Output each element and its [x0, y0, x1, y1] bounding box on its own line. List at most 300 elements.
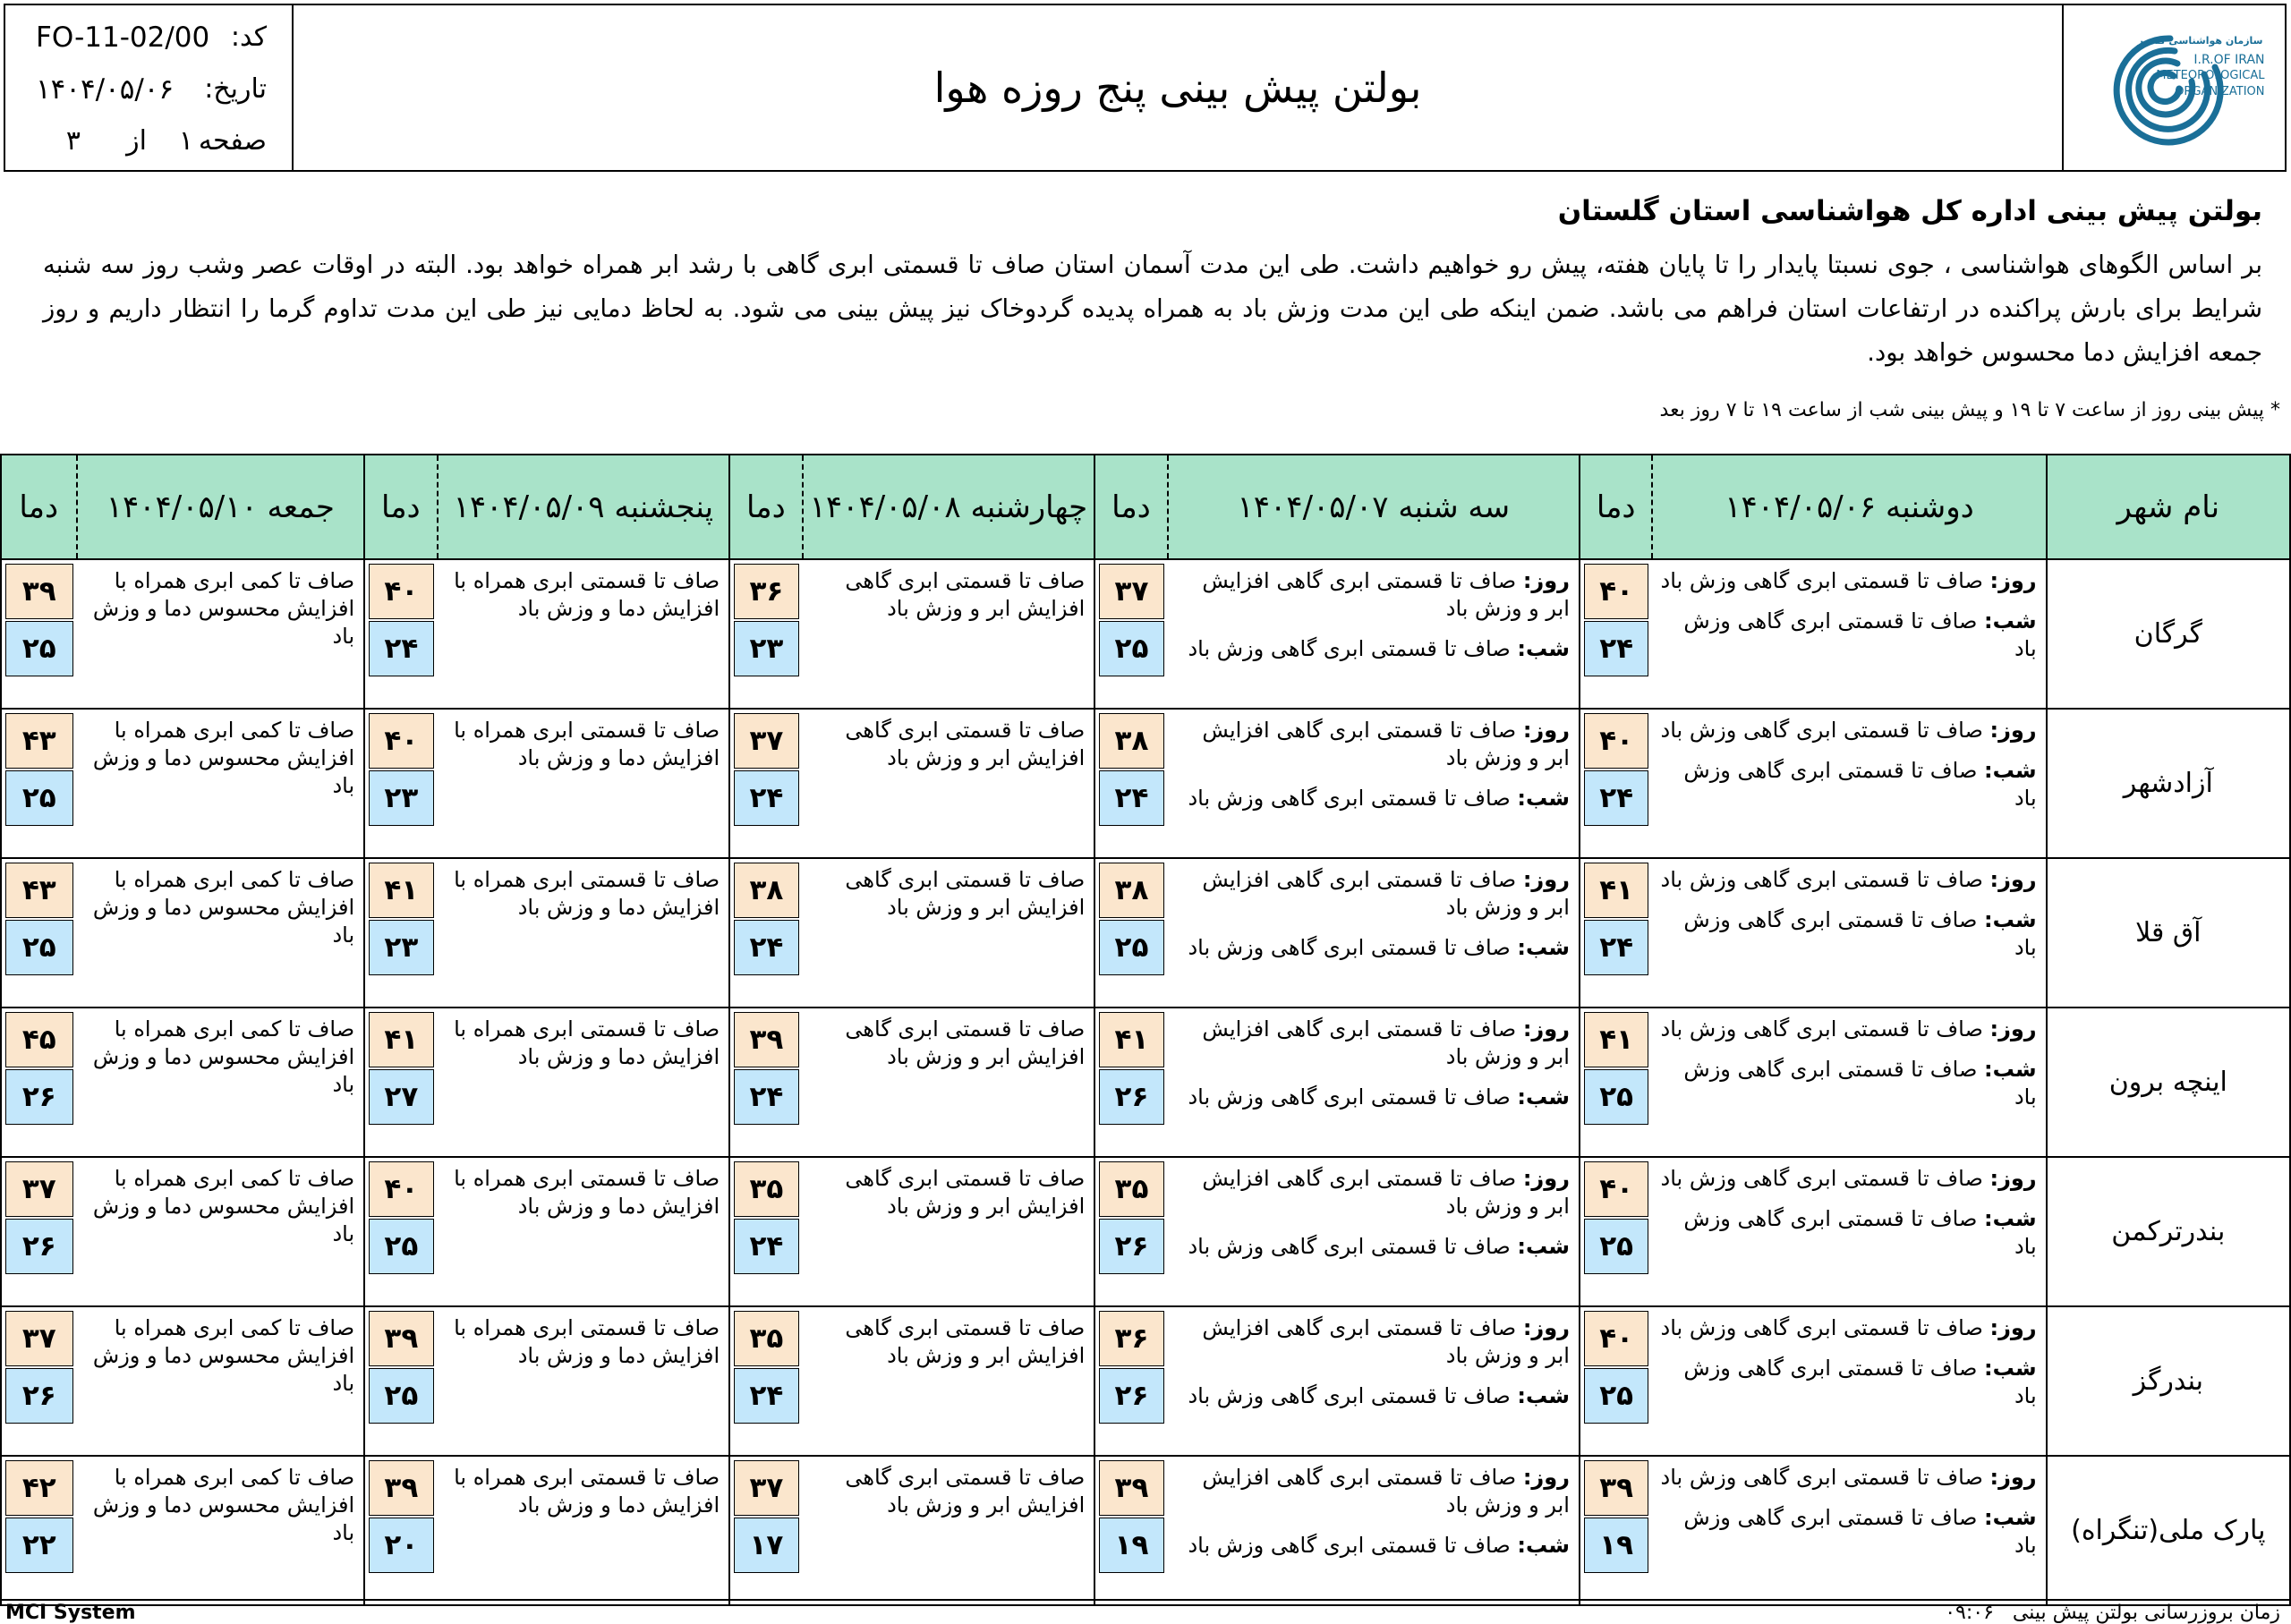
day-label: روز:: [1522, 1166, 1570, 1191]
max-temp: ۴۱: [369, 863, 433, 918]
day-forecast: [1175, 1016, 1570, 1071]
forecast-text: صاف تا قسمتی ابری گاهی افزایش ابر و وزش باد: [845, 1016, 1086, 1069]
night-forecast: [1175, 934, 1570, 962]
day-forecast: [1175, 567, 1570, 623]
temperature-cell: [364, 858, 437, 1008]
temperature-cell: [364, 1306, 437, 1456]
night-forecast: [1659, 1056, 2036, 1111]
day-forecast-text: صاف تا قسمتی ابری گاهی افزایش ابر و وزش باد: [1202, 1465, 1570, 1518]
forecast-description: [77, 1157, 365, 1306]
forecast-description: [803, 1008, 1095, 1157]
forecast-description: [1652, 559, 2046, 709]
night-forecast: [1175, 785, 1570, 812]
logo-text-fa: سازمان هواشناسی کشور: [2137, 35, 2263, 47]
day-forecast: [1659, 866, 2036, 894]
min-temp: ۲۴: [1584, 770, 1648, 826]
min-temp: ۲۳: [734, 621, 798, 676]
temperature-cell: [729, 858, 802, 1008]
city-name: بندرگز: [2047, 1306, 2290, 1456]
min-temp: ۲۶: [1099, 1368, 1163, 1424]
table-row: [1, 1456, 2290, 1605]
max-temp: ۳۹: [1099, 1460, 1163, 1516]
temperature-cell: [1580, 1456, 1652, 1605]
day-header-5: جمعه ۱۴۰۴/۰۵/۱۰: [77, 455, 365, 559]
day-forecast-text: صاف تا قسمتی ابری گاهی وزش باد: [1660, 1465, 1983, 1490]
forecast-description: [1652, 1008, 2046, 1157]
temperature-cell: [1580, 709, 1652, 858]
max-temp: ۴۲: [5, 1460, 73, 1516]
day-forecast-text: صاف تا قسمتی ابری گاهی افزایش ابر و وزش باد: [1202, 1166, 1570, 1219]
temperature-cell: [364, 1008, 437, 1157]
temperature-cell: [1580, 1157, 1652, 1306]
night-forecast-text: صاف تا قسمتی ابری گاهی وزش باد: [1683, 1505, 2037, 1558]
day-forecast: [1659, 1016, 2036, 1043]
bulletin-header: [4, 4, 2287, 172]
forecast-text: صاف تا قسمتی ابری همراه با افزایش دما و وزش باد: [454, 1315, 720, 1368]
temperature-cell: [729, 1008, 802, 1157]
temperature-cell: [729, 709, 802, 858]
night-forecast: [1175, 1532, 1570, 1560]
max-temp: ۳۹: [5, 564, 73, 619]
day-label: روز:: [1522, 1315, 1570, 1340]
max-temp: ۴۳: [5, 713, 73, 769]
day-forecast-text: صاف تا قسمتی ابری گاهی افزایش ابر و وزش باد: [1202, 568, 1570, 621]
code-value: FO-11-02/00: [36, 21, 210, 54]
forecast-text: صاف تا کمی ابری همراه با افزایش محسوس دما و وزش باد: [92, 1016, 355, 1097]
table-row: [1, 559, 2290, 709]
temperature-cell: [364, 559, 437, 709]
forecast-text: صاف تا قسمتی ابری همراه با افزایش دما و وزش باد: [454, 718, 720, 770]
forecast-text: صاف تا کمی ابری همراه با افزایش محسوس دما و وزش باد: [92, 718, 355, 798]
night-label: شب:: [1517, 935, 1570, 960]
max-temp: ۴۱: [1584, 1012, 1648, 1067]
min-temp: ۲۶: [5, 1219, 73, 1274]
organization-logo: [2064, 5, 2285, 170]
night-forecast-text: صاف تا قسمتی ابری گاهی وزش باد: [1188, 1234, 1511, 1259]
table-row: [1, 709, 2290, 858]
max-temp: ۴۳: [5, 863, 73, 918]
night-forecast: [1659, 906, 2036, 962]
min-temp: ۲۶: [1099, 1069, 1163, 1125]
logo-text-line3: ORGANIZATION: [2175, 85, 2265, 98]
forecast-description: [803, 559, 1095, 709]
max-temp: ۳۷: [5, 1311, 73, 1366]
forecast-time-note: * پیش بینی روز از ساعت ۷ تا ۱۹ و پیش بینی شب از ساعت ۱۹ تا ۷ روز بعد: [1659, 399, 2280, 421]
page-current: ۱: [178, 125, 193, 157]
logo-text-line2: METEOROLOGICAL: [2156, 69, 2265, 82]
night-label: شب:: [1984, 758, 2037, 783]
forecast-text: صاف تا قسمتی ابری همراه با افزایش دما و وزش باد: [454, 1465, 720, 1518]
temperature-cell: [1, 1306, 77, 1456]
temperature-cell: [364, 709, 437, 858]
forecast-text: صاف تا کمی ابری همراه با افزایش محسوس دما و وزش باد: [92, 568, 355, 649]
day-label: روز:: [1989, 1315, 2037, 1340]
night-forecast-text: صاف تا قسمتی ابری گاهی وزش باد: [1683, 907, 2037, 960]
forecast-text: صاف تا قسمتی ابری گاهی افزایش ابر و وزش باد: [845, 1315, 1086, 1368]
min-temp: ۲۴: [734, 1219, 798, 1274]
day-header-4: پنجشنبه ۱۴۰۴/۰۵/۰۹: [438, 455, 730, 559]
min-temp: ۲۶: [5, 1069, 73, 1125]
day-label: روز:: [1989, 1465, 2037, 1490]
forecast-text: صاف تا قسمتی ابری همراه با افزایش دما و وزش باد: [454, 867, 720, 920]
intro-title: بولتن پیش بینی اداره کل هواشناسی استان گلستان: [1557, 195, 2262, 227]
forecast-description: [803, 709, 1095, 858]
night-forecast-text: صاف تا قسمتی ابری گاهی وزش باد: [1683, 758, 2037, 811]
forecast-text: صاف تا قسمتی ابری گاهی افزایش ابر و وزش باد: [845, 1166, 1086, 1219]
min-temp: ۲۴: [1584, 621, 1648, 676]
forecast-text: صاف تا کمی ابری همراه با افزایش محسوس دما و وزش باد: [92, 867, 355, 948]
max-temp: ۴۰: [369, 564, 433, 619]
forecast-description: [77, 858, 365, 1008]
forecast-description: [1168, 559, 1580, 709]
night-forecast-text: صاف تا قسمتی ابری گاهی وزش باد: [1683, 1356, 2037, 1408]
max-temp: ۳۹: [1584, 1460, 1648, 1516]
min-temp: ۲۴: [369, 621, 433, 676]
day-label: روز:: [1989, 867, 2037, 892]
intro-text: بر اساس الگوهای هواشناسی ، جوی نسبتا پایدار را تا پایان هفته، پیش رو خواهیم داشت. طی این مدت آسمان استان صاف تا قسمتی ابری گاهی با رشد ابر همراه خواهد بود. البته در اوقات عصر وشب روز سه شنبه شرایط برای بارش پراکنده در ارتفاعات استان فراهم می باشد. ضمن اینکه طی این مدت وزش باد به همراه پدیده گردوخاک نیز پیش بینی می شود. به لحاظ دمایی نیز طی این مدت تداوم گرما را انتظار داریم و روز جمعه افزایش دما محسوس خواهد بود.: [43, 251, 2262, 367]
temp-header-5: دما: [1, 455, 77, 559]
min-temp: ۲۴: [1584, 920, 1648, 975]
forecast-text: صاف تا قسمتی ابری گاهی افزایش ابر و وزش باد: [845, 867, 1086, 920]
night-label: شب:: [1984, 1206, 2037, 1231]
day-label: روز:: [1522, 1016, 1570, 1042]
night-forecast-text: صاف تا قسمتی ابری گاهی وزش باد: [1683, 1206, 2037, 1259]
day-forecast-text: صاف تا قسمتی ابری گاهی افزایش ابر و وزش باد: [1202, 1016, 1570, 1069]
forecast-description: [803, 1157, 1095, 1306]
temperature-cell: [1, 858, 77, 1008]
day-forecast: [1659, 717, 2036, 744]
temp-header-3: دما: [729, 455, 802, 559]
page-title: بولتن پیش بینی پنج روزه هوا: [294, 5, 2064, 170]
max-temp: ۳۹: [369, 1311, 433, 1366]
day-forecast: [1175, 1314, 1570, 1370]
max-temp: ۳۶: [734, 564, 798, 619]
max-temp: ۳۵: [734, 1161, 798, 1217]
forecast-description: [1168, 1008, 1580, 1157]
max-temp: ۳۸: [1099, 863, 1163, 918]
table-row: [1, 1306, 2290, 1456]
max-temp: ۴۰: [1584, 713, 1648, 769]
forecast-text: صاف تا کمی ابری همراه با افزایش محسوس دما و وزش باد: [92, 1315, 355, 1396]
night-forecast: [1175, 1233, 1570, 1261]
max-temp: ۳۵: [1099, 1161, 1163, 1217]
min-temp: ۲۶: [1099, 1219, 1163, 1274]
min-temp: ۲۴: [734, 1368, 798, 1424]
table-row: [1, 858, 2290, 1008]
city-name: بندرترکمن: [2047, 1157, 2290, 1306]
max-temp: ۳۸: [734, 863, 798, 918]
min-temp: ۲۴: [734, 920, 798, 975]
temp-header-4: دما: [364, 455, 437, 559]
day-label: روز:: [1522, 568, 1570, 593]
night-label: شب:: [1984, 907, 2037, 932]
city-name: پارک ملی(تنگراه): [2047, 1456, 2290, 1605]
min-temp: ۲۴: [1099, 770, 1163, 826]
day-label: روز:: [1522, 718, 1570, 743]
min-temp: ۲۵: [5, 770, 73, 826]
forecast-text: صاف تا قسمتی ابری گاهی افزایش ابر و وزش باد: [845, 1465, 1086, 1518]
table-row: [1, 1008, 2290, 1157]
night-label: شب:: [1517, 1234, 1570, 1259]
temperature-cell: [1, 709, 77, 858]
day-forecast-text: صاف تا قسمتی ابری گاهی افزایش ابر و وزش باد: [1202, 867, 1570, 920]
night-label: شب:: [1517, 1084, 1570, 1110]
night-forecast: [1659, 757, 2036, 812]
forecast-text: صاف تا قسمتی ابری همراه با افزایش دما و وزش باد: [454, 1166, 720, 1219]
min-temp: ۱۷: [734, 1518, 798, 1573]
table-row: [1, 1157, 2290, 1306]
temperature-cell: [1, 1456, 77, 1605]
min-temp: ۲۳: [369, 920, 433, 975]
night-forecast: [1659, 1504, 2036, 1560]
day-forecast-text: صاف تا قسمتی ابری گاهی وزش باد: [1660, 1315, 1983, 1340]
day-header-2: سه شنبه ۱۴۰۴/۰۵/۰۷: [1168, 455, 1580, 559]
day-forecast-text: صاف تا قسمتی ابری گاهی وزش باد: [1660, 1166, 1983, 1191]
forecast-description: [77, 709, 365, 858]
day-forecast-text: صاف تا قسمتی ابری گاهی افزایش ابر و وزش باد: [1202, 1315, 1570, 1368]
city-name: آق قلا: [2047, 858, 2290, 1008]
forecast-text: صاف تا کمی ابری همراه با افزایش محسوس دما و وزش باد: [92, 1465, 355, 1545]
night-forecast-text: صاف تا قسمتی ابری گاهی وزش باد: [1683, 608, 2037, 661]
min-temp: ۲۵: [1584, 1368, 1648, 1424]
day-label: روز:: [1522, 1465, 1570, 1490]
max-temp: ۳۷: [734, 713, 798, 769]
forecast-description: [1652, 1306, 2046, 1456]
night-forecast: [1175, 1382, 1570, 1410]
temperature-cell: [729, 559, 802, 709]
max-temp: ۳۸: [1099, 713, 1163, 769]
update-label: زمان بروزرسانی بولتن پیش بینی: [2012, 1602, 2280, 1624]
forecast-description: [438, 1008, 730, 1157]
day-forecast: [1175, 1464, 1570, 1519]
max-temp: ۴۱: [369, 1012, 433, 1067]
day-forecast-text: صاف تا قسمتی ابری گاهی افزایش ابر و وزش باد: [1202, 718, 1570, 770]
min-temp: ۲۵: [1584, 1219, 1648, 1274]
max-temp: ۴۰: [369, 713, 433, 769]
temperature-cell: [1, 559, 77, 709]
forecast-description: [1652, 858, 2046, 1008]
day-forecast: [1175, 717, 1570, 772]
night-label: شب:: [1984, 1356, 2037, 1381]
day-forecast: [1659, 1464, 2036, 1492]
system-name: MCI System: [5, 1602, 136, 1624]
code-label: کد:: [230, 21, 267, 53]
forecast-text: صاف تا قسمتی ابری گاهی افزایش ابر و وزش باد: [845, 568, 1086, 621]
night-forecast-text: صاف تا قسمتی ابری گاهی وزش باد: [1188, 786, 1511, 811]
temperature-cell: [1580, 1008, 1652, 1157]
min-temp: ۲۴: [734, 1069, 798, 1125]
night-label: شب:: [1984, 608, 2037, 633]
date-value: ۱۴۰۴/۰۵/۰۶: [36, 73, 175, 106]
min-temp: ۲۵: [1099, 621, 1163, 676]
temperature-cell: [729, 1306, 802, 1456]
min-temp: ۱۹: [1584, 1518, 1648, 1573]
day-label: روز:: [1522, 867, 1570, 892]
update-time: [1945, 1602, 2280, 1624]
temperature-cell: [729, 1456, 802, 1605]
temperature-cell: [1094, 559, 1167, 709]
min-temp: ۲۵: [1099, 920, 1163, 975]
day-forecast: [1175, 1165, 1570, 1220]
forecast-description: [803, 1456, 1095, 1605]
day-header-1: دوشنبه ۱۴۰۴/۰۵/۰۶: [1652, 455, 2046, 559]
date-row: [5, 73, 292, 118]
temp-header-2: دما: [1094, 455, 1167, 559]
temperature-cell: [1094, 1157, 1167, 1306]
day-forecast: [1175, 866, 1570, 922]
forecast-description: [1168, 1306, 1580, 1456]
max-temp: ۳۷: [5, 1161, 73, 1217]
temperature-cell: [1, 1157, 77, 1306]
max-temp: ۳۶: [1099, 1311, 1163, 1366]
night-forecast: [1659, 608, 2036, 663]
night-label: شب:: [1517, 1533, 1570, 1558]
date-label: تاریخ:: [204, 73, 267, 105]
night-label: شب:: [1517, 636, 1570, 661]
min-temp: ۲۶: [5, 1368, 73, 1424]
min-temp: ۲۳: [369, 770, 433, 826]
min-temp: ۲۵: [5, 621, 73, 676]
day-forecast-text: صاف تا قسمتی ابری گاهی وزش باد: [1660, 867, 1983, 892]
forecast-description: [1168, 858, 1580, 1008]
day-label: روز:: [1989, 568, 2037, 593]
page-total: ۳: [65, 125, 81, 157]
day-header-3: چهارشنبه ۱۴۰۴/۰۵/۰۸: [803, 455, 1095, 559]
night-label: شب:: [1517, 786, 1570, 811]
forecast-description: [1168, 709, 1580, 858]
day-label: روز:: [1989, 1016, 2037, 1042]
temperature-cell: [729, 1157, 802, 1306]
forecast-description: [438, 559, 730, 709]
city-name: اینچه برون: [2047, 1008, 2290, 1157]
footer-divider: [0, 1599, 2291, 1601]
forecast-table: [0, 454, 2291, 1606]
max-temp: ۴۰: [1584, 1311, 1648, 1366]
city-header: نام شهر: [2047, 455, 2290, 559]
max-temp: ۴۵: [5, 1012, 73, 1067]
forecast-description: [438, 709, 730, 858]
min-temp: ۲۵: [1584, 1069, 1648, 1125]
forecast-rows: [1, 559, 2290, 1605]
max-temp: ۴۰: [1584, 1161, 1648, 1217]
forecast-description: [803, 1306, 1095, 1456]
forecast-description: [77, 1008, 365, 1157]
max-temp: ۴۱: [1099, 1012, 1163, 1067]
forecast-description: [438, 858, 730, 1008]
temp-header-1: دما: [1580, 455, 1652, 559]
forecast-description: [1168, 1456, 1580, 1605]
forecast-text: صاف تا قسمتی ابری گاهی افزایش ابر و وزش باد: [845, 718, 1086, 770]
forecast-description: [803, 858, 1095, 1008]
forecast-text: صاف تا قسمتی ابری همراه با افزایش دما و وزش باد: [454, 568, 720, 621]
forecast-description: [77, 559, 365, 709]
day-label: روز:: [1989, 1166, 2037, 1191]
min-temp: ۲۵: [369, 1368, 433, 1424]
temperature-cell: [364, 1456, 437, 1605]
night-forecast-text: صاف تا قسمتی ابری گاهی وزش باد: [1683, 1057, 2037, 1110]
day-forecast: [1659, 567, 2036, 595]
min-temp: ۲۵: [5, 920, 73, 975]
forecast-description: [1652, 709, 2046, 858]
night-forecast-text: صاف تا قسمتی ابری گاهی وزش باد: [1188, 1533, 1511, 1558]
night-forecast-text: صاف تا قسمتی ابری گاهی وزش باد: [1188, 1084, 1511, 1110]
min-temp: ۲۰: [369, 1518, 433, 1573]
night-label: شب:: [1984, 1505, 2037, 1530]
night-label: شب:: [1984, 1057, 2037, 1082]
night-forecast: [1659, 1355, 2036, 1410]
forecast-text: صاف تا قسمتی ابری همراه با افزایش دما و وزش باد: [454, 1016, 720, 1069]
forecast-description: [77, 1456, 365, 1605]
temperature-cell: [1580, 559, 1652, 709]
document-meta: [5, 5, 294, 170]
temperature-cell: [1580, 1306, 1652, 1456]
update-time-value: ۰۹:۰۶: [1945, 1602, 1994, 1624]
temperature-cell: [1094, 1456, 1167, 1605]
max-temp: ۴۰: [369, 1161, 433, 1217]
max-temp: ۴۰: [1584, 564, 1648, 619]
temperature-cell: [1580, 858, 1652, 1008]
max-temp: ۳۷: [734, 1460, 798, 1516]
forecast-description: [438, 1157, 730, 1306]
night-label: شب:: [1517, 1383, 1570, 1408]
max-temp: ۴۱: [1584, 863, 1648, 918]
forecast-description: [438, 1306, 730, 1456]
min-temp: ۲۷: [369, 1069, 433, 1125]
city-name: گرگان: [2047, 559, 2290, 709]
night-forecast-text: صاف تا قسمتی ابری گاهی وزش باد: [1188, 636, 1511, 661]
forecast-description: [1652, 1456, 2046, 1605]
temperature-cell: [1094, 1008, 1167, 1157]
night-forecast-text: صاف تا قسمتی ابری گاهی وزش باد: [1188, 935, 1511, 960]
night-forecast: [1175, 635, 1570, 663]
page-row: [5, 125, 292, 170]
day-forecast-text: صاف تا قسمتی ابری گاهی وزش باد: [1660, 568, 1983, 593]
day-forecast-text: صاف تا قسمتی ابری گاهی وزش باد: [1660, 1016, 1983, 1042]
forecast-description: [438, 1456, 730, 1605]
max-temp: ۳۹: [369, 1460, 433, 1516]
page-label: صفحه: [198, 125, 267, 157]
temperature-cell: [364, 1157, 437, 1306]
day-forecast: [1659, 1314, 2036, 1342]
night-forecast-text: صاف تا قسمتی ابری گاهی وزش باد: [1188, 1383, 1511, 1408]
forecast-description: [1168, 1157, 1580, 1306]
page-of: از: [126, 125, 147, 157]
table-header-row: [1, 455, 2290, 559]
city-name: آزادشهر: [2047, 709, 2290, 858]
day-forecast-text: صاف تا قسمتی ابری گاهی وزش باد: [1660, 718, 1983, 743]
max-temp: ۳۹: [734, 1012, 798, 1067]
temperature-cell: [1, 1008, 77, 1157]
temperature-cell: [1094, 709, 1167, 858]
code-row: [5, 21, 292, 66]
forecast-description: [77, 1306, 365, 1456]
min-temp: ۱۹: [1099, 1518, 1163, 1573]
min-temp: ۲۵: [369, 1219, 433, 1274]
night-forecast: [1659, 1205, 2036, 1261]
forecast-description: [1652, 1157, 2046, 1306]
night-forecast: [1175, 1084, 1570, 1111]
max-temp: ۳۵: [734, 1311, 798, 1366]
min-temp: ۲۴: [734, 770, 798, 826]
min-temp: ۲۲: [5, 1518, 73, 1573]
day-forecast: [1659, 1165, 2036, 1193]
temperature-cell: [1094, 1306, 1167, 1456]
day-label: روز:: [1989, 718, 2037, 743]
logo-text-line1: I.R.OF IRAN: [2193, 53, 2265, 67]
temperature-cell: [1094, 858, 1167, 1008]
max-temp: ۳۷: [1099, 564, 1163, 619]
forecast-text: صاف تا کمی ابری همراه با افزایش محسوس دما و وزش باد: [92, 1166, 355, 1246]
